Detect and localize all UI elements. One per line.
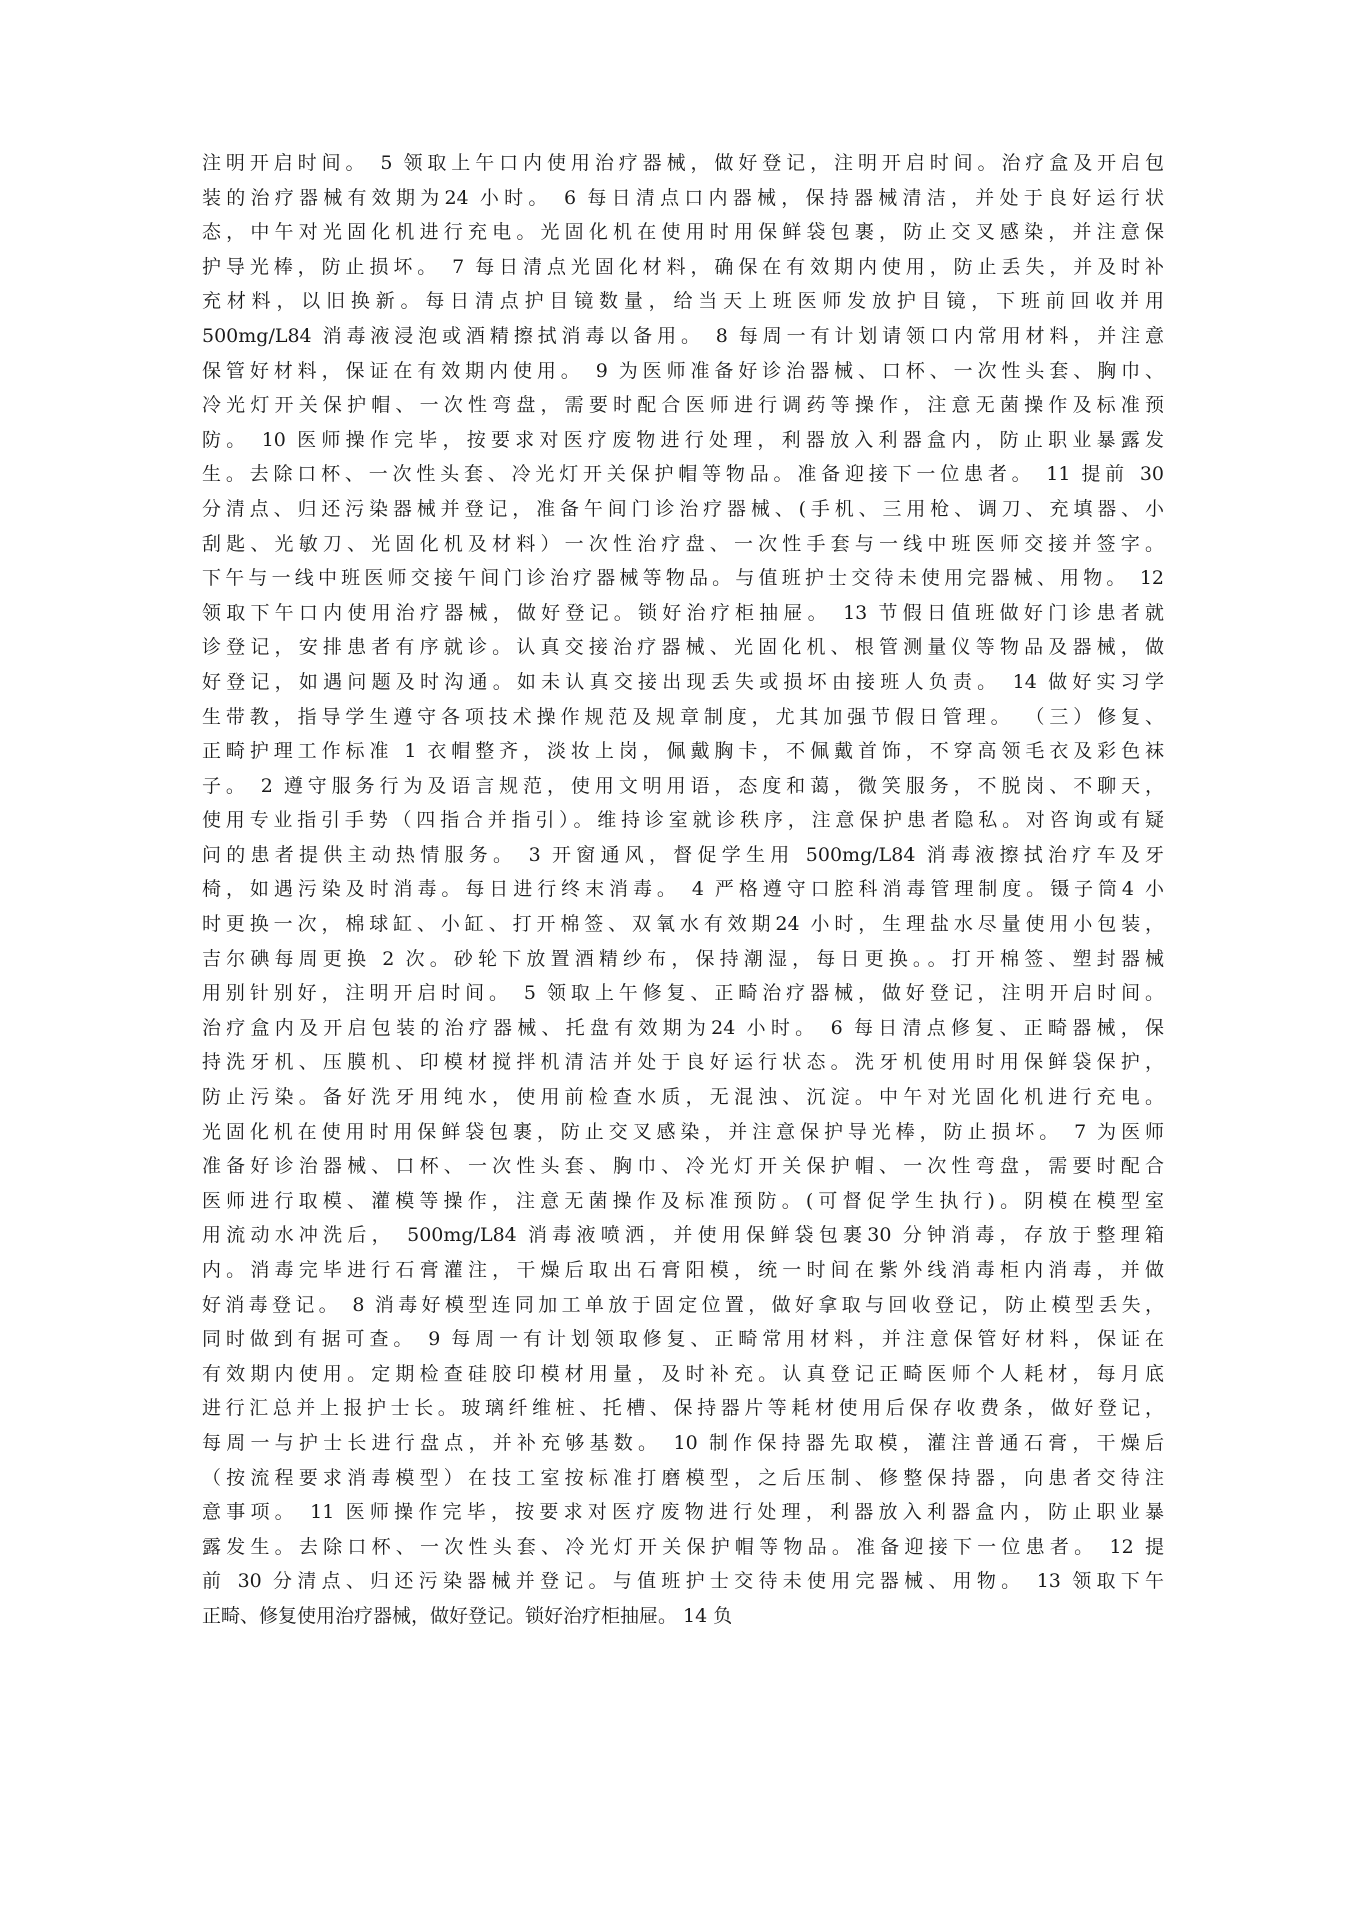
text-line: 好消毒登记。 8 消毒好模型连同加工单放于固定位置，做好拿取与回收登记，防止模型丢失， — [202, 1293, 1164, 1316]
text-line: 每周一与护士长进行盘点，并补充够基数。 10 制作保持器先取模，灌注普通石膏，干燥后 — [202, 1431, 1164, 1454]
text-line: 医师进行取模、灌模等操作，注意无菌操作及标准预防。(可督促学生执行)。阴模在模型室 — [202, 1189, 1164, 1212]
text-line: 前 30 分清点、归还污染器械并登记。与值班护士交待未使用完器械、用物。 13 领取下午 — [202, 1570, 1164, 1593]
text-line: （按流程要求消毒模型）在技工室按标准打磨模型，之后压制、修整保持器，向患者交待注 — [202, 1466, 1164, 1489]
text-line: 诊登记，安排患者有序就诊。认真交接治疗器械、光固化机、根管测量仪等物品及器械，做 — [202, 636, 1164, 659]
text-line: 生。去除口杯、一次性头套、冷光灯开关保护帽等物品。准备迎接下一位患者。 11 提前 30 — [202, 463, 1164, 486]
text-line: 刮匙、光敏刀、光固化机及材料）一次性治疗盘、一次性手套与一线中班医师交接并签字。 — [202, 532, 1164, 555]
text-line: 持洗牙机、压膜机、印模材搅拌机清洁并处于良好运行状态。洗牙机使用时用保鲜袋保护， — [202, 1051, 1164, 1074]
text-line: 正畸护理工作标准 1 衣帽整齐，淡妆上岗，佩戴胸卡，不佩戴首饰，不穿高领毛衣及彩色袜 — [202, 740, 1164, 763]
text-line: 下午与一线中班医师交接午间门诊治疗器械等物品。与值班护士交待未使用完器械、用物。 12 — [202, 567, 1164, 590]
text-line: 意事项。 11 医师操作完毕，按要求对医疗废物进行处理，利器放入利器盒内，防止职业暴 — [202, 1501, 1164, 1524]
text-line: 问的患者提供主动热情服务。 3 开窗通风，督促学生用 500mg/L84 消毒液擦拭治疗车及牙 — [202, 843, 1164, 866]
text-line: 用流动水冲洗后， 500mg/L84 消毒液喷洒，并使用保鲜袋包裹30 分钟消毒，存放于整理箱 — [202, 1224, 1164, 1247]
text-line: 同时做到有据可查。 9 每周一有计划领取修复、正畸常用材料，并注意保管好材料，保证在 — [202, 1328, 1164, 1351]
text-line: 使用专业指引手势（四指合并指引）。维持诊室就诊秩序，注意保护患者隐私。对咨询或有疑 — [202, 809, 1164, 832]
text-line: 冷光灯开关保护帽、一次性弯盘，需要时配合医师进行调药等操作，注意无菌操作及标准预 — [202, 394, 1164, 417]
text-line: 态，中午对光固化机进行充电。光固化机在使用时用保鲜袋包裹，防止交叉感染，并注意保 — [202, 221, 1164, 244]
text-line: 进行汇总并上报护士长。玻璃纤维桩、托槽、保持器片等耗材使用后保存收费条，做好登记， — [202, 1397, 1164, 1420]
text-line: 吉尔碘每周更换 2 次。砂轮下放置酒精纱布，保持潮湿，每日更换。。打开棉签、塑封器械 — [202, 947, 1164, 970]
body-text — [202, 146, 1164, 1634]
text-line: 治疗盒内及开启包装的治疗器械、托盘有效期为24 小时。 6 每日清点修复、正畸器械，保 — [202, 1016, 1164, 1039]
text-line: 内。消毒完毕进行石膏灌注，干燥后取出石膏阳模，统一时间在紫外线消毒柜内消毒，并做 — [202, 1259, 1164, 1281]
text-line: 时更换一次，棉球缸、小缸、打开棉签、双氧水有效期24 小时，生理盐水尽量使用小包装， — [202, 913, 1164, 936]
text-line: 防。 10 医师操作完毕，按要求对医疗废物进行处理，利器放入利器盒内，防止职业暴露发 — [202, 428, 1164, 451]
text-line: 露发生。去除口杯、一次性头套、冷光灯开关保护帽等物品。准备迎接下一位患者。 12 提 — [202, 1535, 1164, 1558]
text-line: 正畸、修复使用治疗器械，做好登记。锁好治疗柜抽屉。 14 负 — [202, 1604, 733, 1627]
text-line: 领取下午口内使用治疗器械，做好登记。锁好治疗柜抽屉。 13 节假日值班做好门诊患者就 — [202, 601, 1164, 624]
text-line: 保管好材料，保证在有效期内使用。 9 为医师准备好诊治器械、口杯、一次性头套、胸巾、 — [202, 359, 1164, 382]
text-line: 用别针别好，注明开启时间。 5 领取上午修复、正畸治疗器械，做好登记，注明开启时间。 — [202, 982, 1164, 1005]
text-line: 防止污染。备好洗牙用纯水，使用前检查水质，无混浊、沉淀。中午对光固化机进行充电。 — [202, 1086, 1164, 1109]
text-line: 椅，如遇污染及时消毒。每日进行终末消毒。 4 严格遵守口腔科消毒管理制度。镊子筒4 小 — [202, 878, 1164, 901]
text-line: 好登记，如遇问题及时沟通。如未认真交接出现丢失或损坏由接班人负责。 14 做好实习学 — [202, 670, 1164, 693]
text-line: 注明开启时间。 5 领取上午口内使用治疗器械，做好登记，注明开启时间。治疗盒及开启包 — [202, 152, 1164, 174]
text-line: 有效期内使用。定期检查硅胶印模材用量，及时补充。认真登记正畸医师个人耗材，每月底 — [202, 1362, 1164, 1385]
text-line: 子。 2 遵守服务行为及语言规范，使用文明用语，态度和蔼，微笑服务，不脱岗、不聊天， — [202, 774, 1164, 797]
text-line: 充材料，以旧换新。每日清点护目镜数量，给当天上班医师发放护目镜，下班前回收并用 — [202, 290, 1164, 313]
text-line: 护导光棒，防止损坏。 7 每日清点光固化材料，确保在有效期内使用，防止丢失，并及时补 — [202, 255, 1164, 278]
text-line: 生带教，指导学生遵守各项技术操作规范及规章制度，尤其加强节假日管理。 （三）修复、 — [202, 705, 1164, 728]
text-line: 光固化机在使用时用保鲜袋包裹，防止交叉感染，并注意保护导光棒，防止损坏。 7 为医师 — [202, 1120, 1164, 1143]
text-line: 准备好诊治器械、口杯、一次性头套、胸巾、冷光灯开关保护帽、一次性弯盘，需要时配合 — [202, 1155, 1164, 1178]
text-line: 分清点、归还污染器械并登记，准备午间门诊治疗器械、(手机、三用枪、调刀、充填器、小 — [202, 497, 1164, 520]
text-line: 装的治疗器械有效期为24 小时。 6 每日清点口内器械，保持器械清洁，并处于良好运行状 — [202, 186, 1164, 209]
text-line: 500mg/L84 消毒液浸泡或酒精擦拭消毒以备用。 8 每周一有计划请领口内常用材料，并注意 — [202, 324, 1164, 347]
